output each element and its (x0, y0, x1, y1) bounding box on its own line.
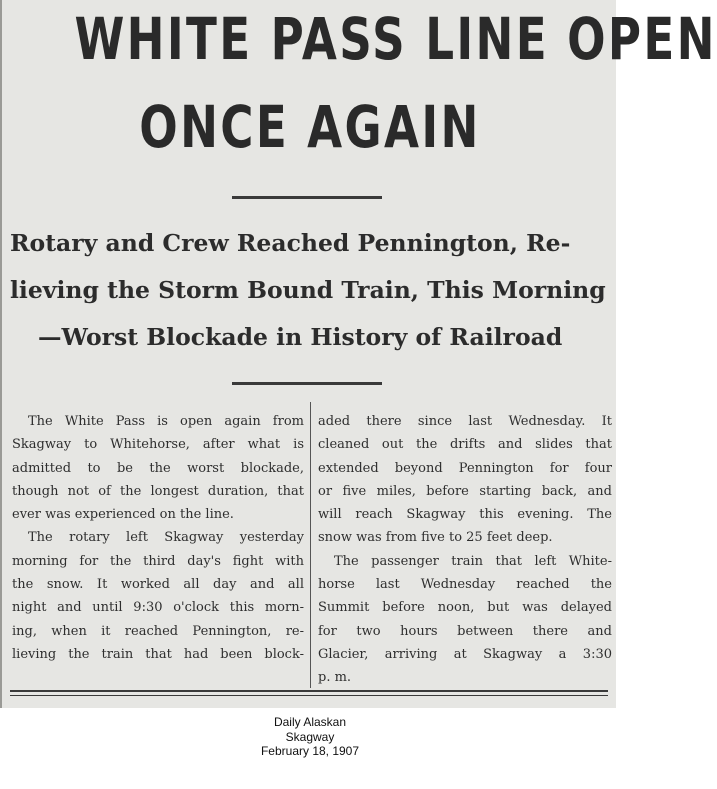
body-line: The White Pass is open again from (28, 414, 304, 429)
bottom-rule (10, 690, 608, 692)
body-line: cleaned out the drifts and slides that (318, 437, 612, 453)
body-line: will reach Skagway this evening. The (318, 507, 612, 523)
source-caption (0, 715, 620, 759)
headline-line-2: ONCE AGAIN (139, 93, 481, 161)
caption-publication: Daily Alaskan (273, 715, 347, 729)
subheadline-line-2: lieving the Storm Bound Train, This Morning (10, 276, 606, 304)
headline-rule (232, 196, 382, 199)
headline-line-1: WHITE PASS LINE OPEN (74, 5, 717, 73)
subheadline (8, 220, 612, 361)
body-line: admitted to be the worst blockade, (12, 460, 304, 476)
article-column-right (318, 410, 612, 690)
caption-place: Skagway (285, 729, 335, 744)
body-line: or five miles, before starting back, and (318, 483, 612, 499)
body-line: Skagway to Whitehorse, after what is (12, 437, 304, 453)
subheadline-rule (232, 382, 382, 385)
column-divider (310, 402, 311, 688)
body-line: The passenger train that left White- (334, 553, 612, 569)
body-line: p. m. (318, 670, 352, 686)
body-line: aded there since last Wednesday. It (318, 414, 612, 429)
body-line: ing, when it reached Pennington, re- (12, 623, 304, 639)
body-line: lieving the train that had been block- (12, 646, 304, 662)
bottom-rule-thin (10, 695, 608, 696)
body-line: The rotary left Skagway yesterday (28, 530, 304, 546)
body-line: Glacier, arriving at Skagway a 3:30 (318, 646, 612, 662)
body-line: extended beyond Pennington for four (318, 460, 612, 476)
subheadline-line-3: —Worst Blockade in History of Railroad (38, 323, 563, 351)
body-line: Summit before noon, but was delayed (318, 600, 612, 616)
body-line: night and until 9:30 o'clock this morn- (12, 600, 304, 616)
body-line: the snow. It worked all day and all (12, 577, 304, 593)
body-line: though not of the longest duration, that (12, 483, 304, 499)
caption-date: February 18, 1907 (260, 744, 360, 758)
body-line: horse last Wednesday reached the (318, 577, 612, 593)
subheadline-line-1: Rotary and Crew Reached Pennington, Re- (10, 229, 571, 257)
body-line: snow was from five to 25 feet deep. (318, 530, 553, 546)
article-column-left (12, 410, 304, 666)
body-line: ever was experienced on the line. (12, 507, 234, 523)
body-line: for two hours between there and (318, 623, 612, 639)
body-line: morning for the third day's fight with (12, 553, 304, 569)
